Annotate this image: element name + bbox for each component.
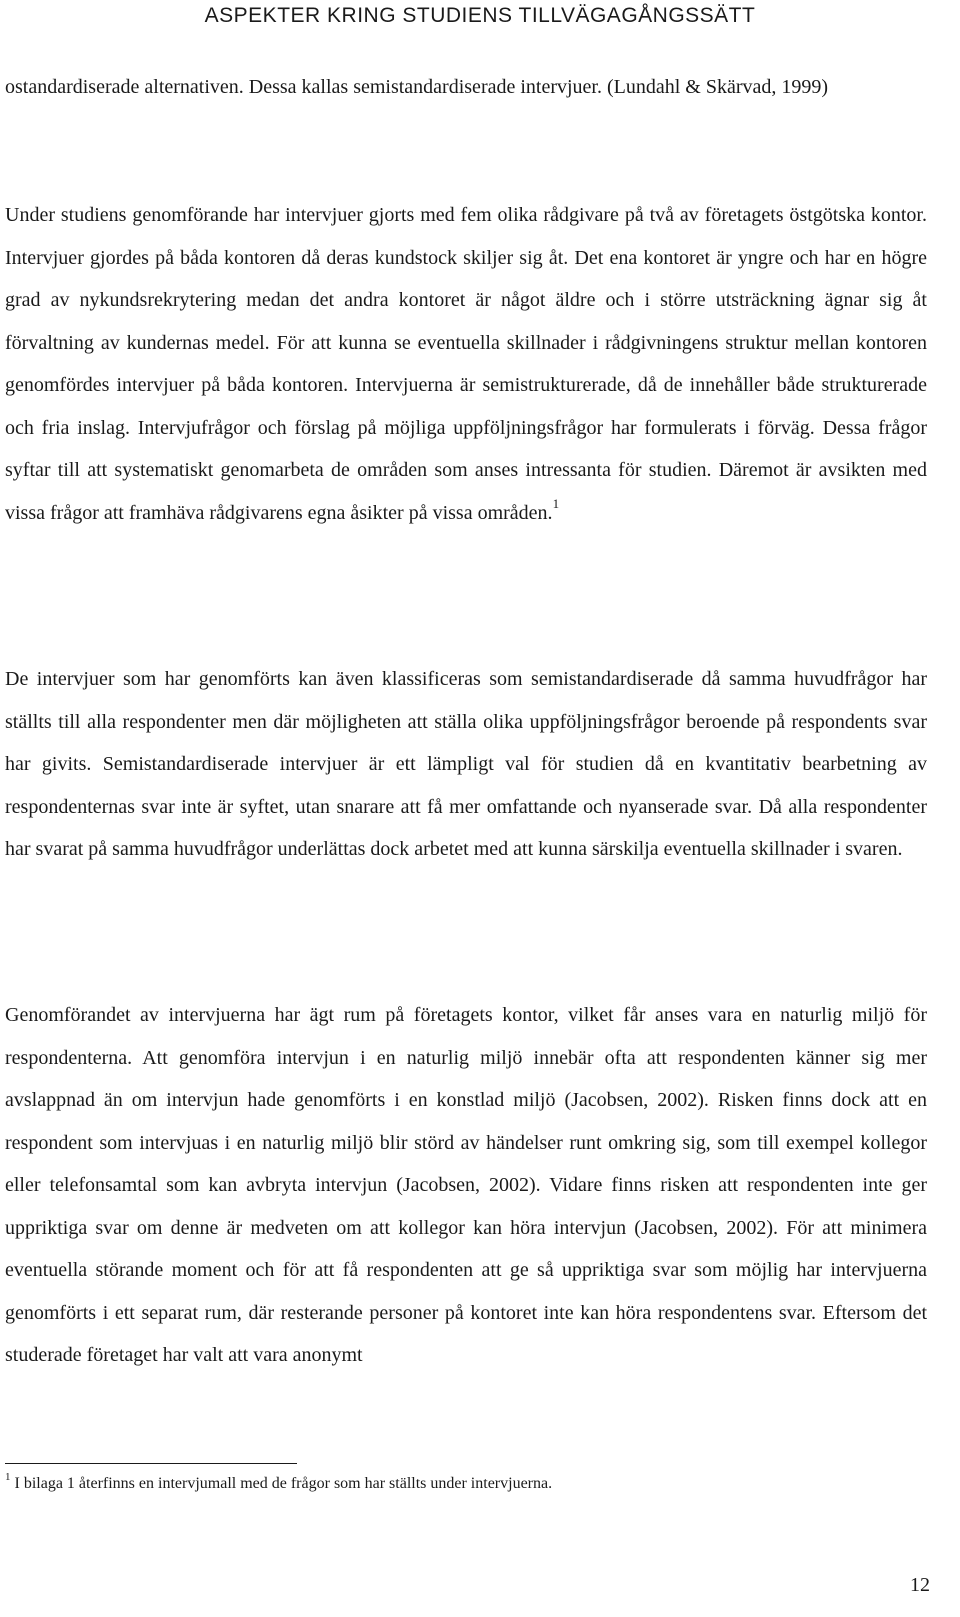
paragraph-4	[5, 994, 927, 1377]
paragraph-3	[5, 658, 927, 871]
paragraph-text: De intervjuer som har genomförts kan även klassificeras som semistandardiserade då samma huvudfrågor har ställts till alla respondenter men där möjligheten att ställa olika uppföljningsfrågor beroende på respondents svar har givits. Semistandardiserade intervjuer är ett lämpligt val för studien då en kvantitativ bearbetning av respondenternas svar inte är syftet, utan snarare att få mer omfattande och nyanserade svar. Då alla respondenter har svarat på samma huvudfrågor underlättas dock arbetet med att kunna särskilja eventuella skillnader i svaren.	[5, 668, 927, 860]
paragraph-2	[5, 194, 927, 534]
footnote-reference[interactable]: 1	[552, 495, 560, 511]
paragraph-text-content: Under studiens genomförande har intervjuer gjorts med fem olika rådgivare på två av företagets östgötska kontor. Intervjuer gjordes på båda kontoren då deras kundstock skiljer sig åt. Det ena kontoret är yngre och har en högre grad av nykundsrekrytering medan det andra kontoret är något äldre och i större utsträckning ägnar sig åt förvaltning av kundernas medel. För att kunna se eventuella skillnader i rådgivningens struktur mellan kontoren genomfördes intervjuer på båda kontoren. Intervjuerna är semistrukturerade, då de innehåller både strukturerade och fria inslag. Intervjufrågor och förslag på möjliga uppföljningsfrågor har formulerats i förväg. Dessa frågor syftar till att systematiskt genomarbeta de områden som anses intressanta för studien. Däremot är avsikten med vissa frågor att framhäva rådgivarens egna åsikter på vissa områden.	[5, 204, 927, 524]
page-number: 12	[910, 1574, 930, 1596]
footnote-separator	[5, 1463, 297, 1464]
paragraph-text: Genomförandet av intervjuerna har ägt rum på företagets kontor, vilket får anses vara en naturlig miljö för respondenterna. Att genomföra intervjun i en naturlig miljö innebär ofta att respondenten känner sig mer avslappnad än om intervjun hade genomförts i en konstlad miljö (Jacobsen, 2002). Risken finns dock att en respondent som intervjuas i en naturlig miljö blir störd av händelser runt omkring sig, som till exempel kollegor eller telefonsamtal som kan avbryta intervjun (Jacobsen, 2002). Vidare finns risken att respondenten inte ger uppriktiga svar om denne är medveten om att kollegor kan höra intervjun (Jacobsen, 2002). För att minimera eventuella störande moment och för att få respondenten att ge så uppriktiga svar som möjlig har intervjuerna genomförts i ett separat rum, där resterande personer på kontoret inte kan höra respondentens svar. Eftersom det studerade företaget har valt att vara anonymt	[5, 1004, 927, 1366]
paragraph-text	[5, 194, 927, 534]
paragraph-text: ostandardiserade alternativen. Dessa kallas semistandardiserade intervjuer. (Lundahl & Skärvad, 1999)	[5, 76, 829, 98]
footnote-number: 1	[5, 1470, 11, 1483]
footnote-text: I bilaga 1 återfinns en intervjumall med de frågor som har ställts under intervjuerna.	[14, 1475, 553, 1492]
footnote	[5, 1472, 905, 1496]
running-header: ASPEKTER KRING STUDIENS TILLVÄGAGÅNGSSÄTT	[204, 4, 756, 27]
paragraph-1	[5, 66, 927, 109]
